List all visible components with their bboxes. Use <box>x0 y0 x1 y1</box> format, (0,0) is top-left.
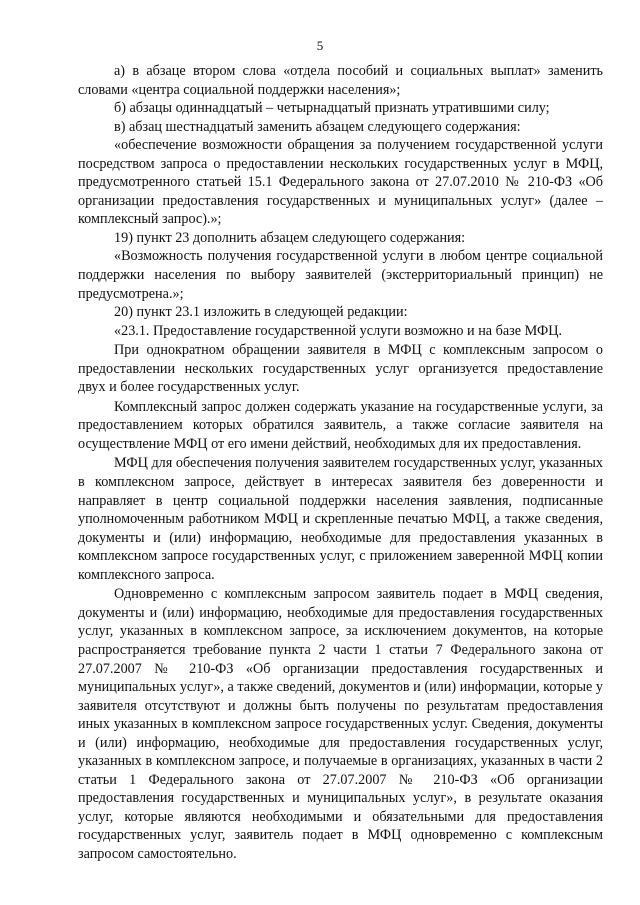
paragraph-item-20: 20) пункт 23.1 изложить в следующей редакции: <box>114 304 408 321</box>
paragraph-amendment-c: в) абзац шестнадцатый заменить абзацем следующего содержания: <box>114 118 521 135</box>
document-body <box>78 62 603 864</box>
paragraph-quoted-complex-request: «обеспечение возможности обращения за получением государственной услуги посредством запроса о предоставлении нескольких государственных услуг в МФЦ, предусмотренного статьей 15.1 Федерального закона от 27.07.2010 № 210-ФЗ «Об организации предоставления государственных и муниципальных услуг» (далее – комплексный запрос).»; <box>78 137 603 228</box>
page-number: 5 <box>316 38 324 53</box>
paragraph-quoted-extraterritorial: «Возможность получения государственной услуги в любом центре социальной поддержки населения по выбору заявителей (экстерриториальный принцип) не предусмотрена.»; <box>78 248 603 302</box>
paragraph-item-23-1: «23.1. Предоставление государственной услуги возможно и на базе МФЦ. <box>114 322 563 339</box>
paragraph-mfc-actions: МФЦ для обеспечения получения заявителем государственных услуг, указанных в комплексном запросе, действует в интересах заявителя без доверенности и направляет в центр социальной поддержки населения заявления, подписанные уполномоченным работником МФЦ и скрепленные печатью МФЦ, а также сведения, документы и (или) информацию, необходимые для предоставления указанных в комплексном запросе государственных услуг, с приложением заверенной МФЦ копии комплексного запроса. <box>78 455 603 583</box>
paragraph-item-19: 19) пункт 23 дополнить абзацем следующего содержания: <box>114 229 466 246</box>
paragraph-amendment-b: б) абзацы одиннадцатый – четырнадцатый признать утратившими силу; <box>114 100 550 117</box>
paragraph-applicant-documents: Одновременно с комплексным запросом заявитель подает в МФЦ сведения, документы и (или) информацию, необходимые для предоставления государственных услуг, указанных в комплексном запросе, за исключением документов, на которые распространяется требование пункта 2 части 1 статьи 7 Федерального закона от 27.07.2007 № 210-ФЗ «Об организации предоставления государственных и муниципальных услуг», а также сведений, документов и (или) информации, которые у заявителя отсутствуют и должны быть получены по результатам предоставления иных указанных в комплексном запросе государственных услуг. Сведения, документы и (или) информацию, необходимые для предоставления государственных услуг, указанных в комплексном запросе, и получаемые в организациях, указанных в части 2 статьи 1 Федерального закона от 27.07.2007 № 210-ФЗ «Об организации предоставления государственных и муниципальных услуг», в результате оказания услуг, которые являются необходимыми и обязательными для предоставления государственных услуг, заявитель подает в МФЦ одновременно с комплексным запросом самостоятельно. <box>78 586 603 862</box>
paragraph-amendment-a: а) в абзаце втором слова «отдела пособий и социальных выплат» заменить словами «центра социальной поддержки населения»; <box>78 63 603 98</box>
paragraph-single-request: При однократном обращении заявителя в МФЦ с комплексным запросом о предоставлении нескольких государственных услуг организуется предоставление двух и более государственных услуг. <box>78 342 603 396</box>
paragraph-request-content: Комплексный запрос должен содержать указание на государственные услуги, за предоставлением которых обратился заявитель, а также согласие заявителя на осуществление МФЦ от его имени действий, необходимых для их предоставления. <box>78 398 603 452</box>
